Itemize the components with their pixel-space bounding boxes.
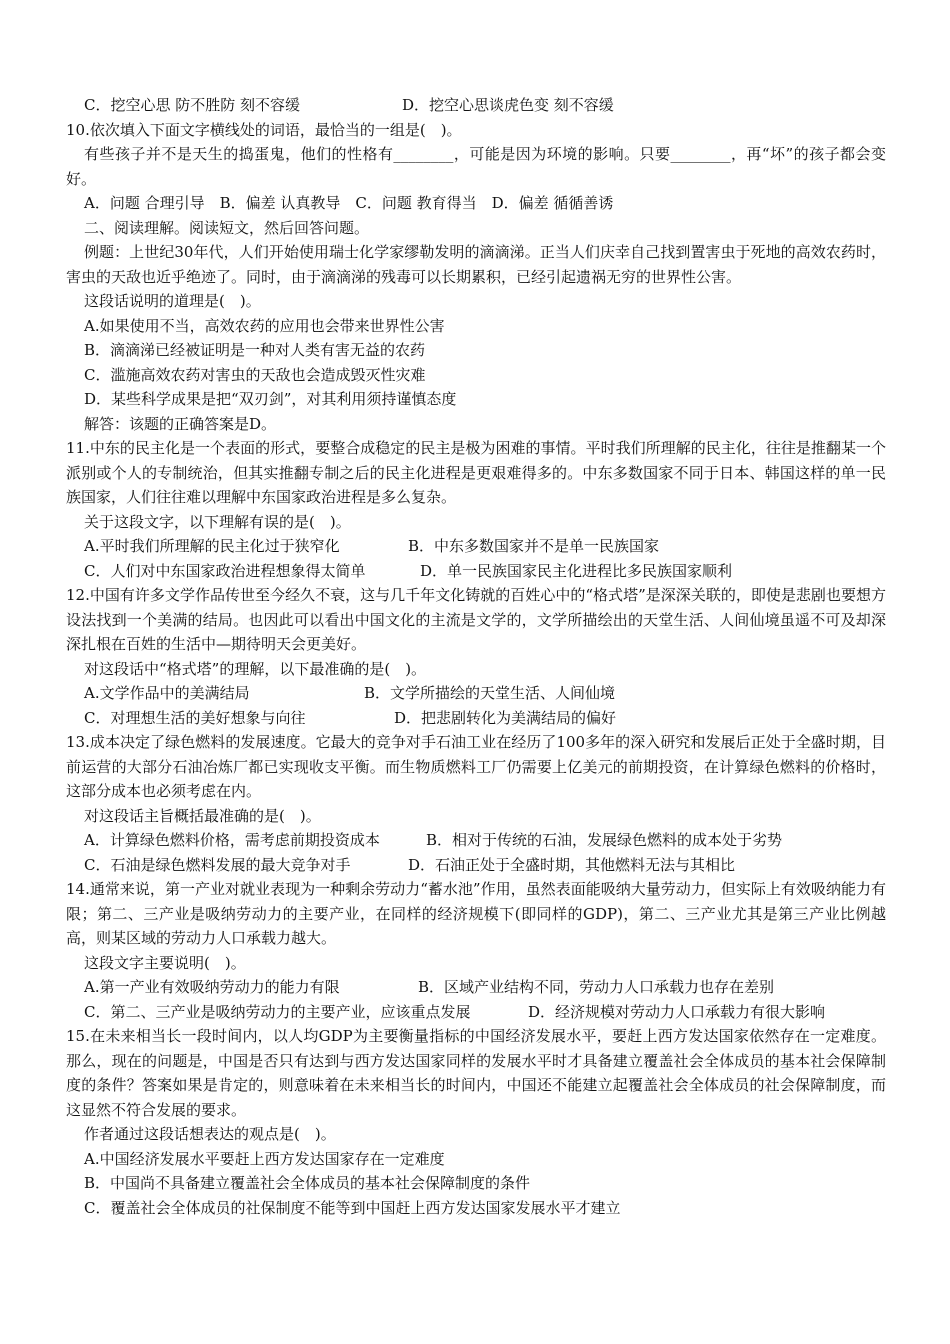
- q14-options-ab: [66, 975, 886, 1000]
- example-option-b: B．滴滴涕已经被证明是一种对人类有害无益的农药: [84, 341, 426, 359]
- q13-option-c: C．石油是绿色燃料发展的最大竞争对手: [84, 855, 351, 874]
- q9-options-cd: [66, 93, 886, 118]
- q11-options-ab: [66, 534, 886, 559]
- q11-option-b: B．中东多数国家并不是单一民族国家: [408, 537, 660, 555]
- document-body: [66, 93, 886, 1220]
- q14-option-c: C．第二、三产业是吸纳劳动力的主要产业，应该重点发展: [84, 1002, 471, 1021]
- q11-question: 关于这段文字，以下理解有误的是( )。: [84, 512, 351, 531]
- q12-option-c: C．对理想生活的美好想象与向往: [84, 708, 306, 727]
- q12-option-a: A.文学作品中的美满结局: [84, 684, 250, 702]
- q13-options-ab: [66, 828, 886, 853]
- q10-passage: 有些孩子并不是天生的捣蛋鬼，他们的性格有________，可能是因为环境的影响。只要________，再“坏”的孩子都会变好。: [66, 145, 886, 188]
- q13-options-cd: [66, 853, 886, 878]
- example-option-c: C．滥施高效农药对害虫的天敌也会造成毁灭性灾难: [84, 365, 426, 384]
- q14-option-d: D．经济规模对劳动力人口承载力有很大影响: [528, 1002, 826, 1021]
- q10-stem: 10.依次填入下面文字横线处的词语，最恰当的一组是( )。: [66, 120, 462, 139]
- example-passage: 例题：上世纪30年代，人们开始使用瑞士化学家缪勒发明的滴滴涕。正当人们庆幸自己找到置害虫于死地的高效农药时，害虫的天敌也近乎绝迹了。同时，由于滴滴涕的残毒可以长期累积，已经引起遗祸无穷的世界性公害。: [66, 243, 886, 286]
- q13-option-a: A．计算绿色燃料价格，需考虑前期投资成本: [84, 831, 380, 849]
- q12-option-b: B．文学所描绘的天堂生活、人间仙境: [364, 684, 616, 702]
- q12-passage: 12.中国有许多文学作品传世至今经久不衰，这与几千年文化铸就的百姓心中的“格式塔”是深深关联的，即使是悲剧也要想方设法找到一个美满的结局。也因此可以看出中国文化的主流是文学的，文学所描绘出的天堂生活、人间仙境虽遥不可及却深深扎根在百姓的生活中—期待明天会更美好。: [66, 586, 886, 653]
- q14-options-cd: [66, 1000, 886, 1025]
- example-answer: 解答：该题的正确答案是D。: [84, 414, 277, 433]
- q15-option-a: A.中国经济发展水平要赶上西方发达国家存在一定难度: [84, 1149, 445, 1168]
- q11-option-c: C．人们对中东国家政治进程想象得太简单: [84, 561, 366, 580]
- q14-question: 这段文字主要说明( )。: [84, 953, 246, 972]
- example-question: 这段话说明的道理是( )。: [84, 292, 261, 310]
- q9-option-c: C．挖空心思 防不胜防 刻不容缓: [84, 96, 301, 114]
- section-2-title: 二、阅读理解。阅读短文，然后回答问题。: [84, 218, 370, 237]
- q13-question: 对这段话主旨概括最准确的是( )。: [84, 806, 321, 825]
- q13-option-d: D．石油正处于全盛时期，其他燃料无法与其相比: [408, 855, 736, 874]
- q14-passage: 14.通常来说，第一产业对就业表现为一种剩余劳动力“蓄水池”作用，虽然表面能吸纳大量劳动力，但实际上有效吸纳能力有限；第二、三产业是吸纳劳动力的主要产业，在同样的经济规模下(即同样的GDP)，第二、三产业尤其是第三产业比例越高，则某区域的劳动力人口承载力越大。: [66, 880, 886, 947]
- q11-passage: 11.中东的民主化是一个表面的形式，要整合成稳定的民主是极为困难的事情。平时我们所理解的民主化，往往是推翻某一个派别或个人的专制统治，但其实推翻专制之后的民主化进程是更艰难得多的。中东多数国家不同于日本、韩国这样的单一民族国家，人们往往难以理解中东国家政治进程是多么复杂。: [66, 439, 886, 506]
- q15-question: 作者通过这段话想表达的观点是( )。: [84, 1125, 336, 1143]
- q13-option-b: B．相对于传统的石油，发展绿色燃料的成本处于劣势: [426, 831, 783, 849]
- q15-option-b: B．中国尚不具备建立覆盖社会全体成员的基本社会保障制度的条件: [84, 1174, 531, 1192]
- example-option-a: A.如果使用不当，高效农药的应用也会带来世界性公害: [84, 316, 445, 335]
- q9-option-d: D．挖空心思谈虎色变 刻不容缓: [402, 96, 614, 114]
- q11-options-cd: [66, 559, 886, 584]
- q10-options: A．问题 合理引导 B．偏差 认真教导 C．问题 教育得当 D．偏差 循循善诱: [84, 194, 614, 212]
- q15-passage: 15.在未来相当长一段时间内，以人均GDP为主要衡量指标的中国经济发展水平，要赶上西方发达国家依然存在一定难度。那么，现在的问题是，中国是否只有达到与西方发达国家同样的发展水平时才具备建立覆盖社会全体成员的基本社会保障制度的条件？答案如果是肯定的，则意味着在未来相当长的时间内，中国还不能建立起覆盖社会全体成员的社会保障制度，而这显然不符合发展的要求。: [66, 1027, 886, 1119]
- q13-passage: 13.成本决定了绿色燃料的发展速度。它最大的竞争对手石油工业在经历了100多年的深入研究和发展后正处于全盛时期，目前运营的大部分石油冶炼厂都已实现收支平衡。而生物质燃料工厂仍需要上亿美元的前期投资，在计算绿色燃料的价格时，这部分成本也必须考虑在内。: [66, 733, 886, 800]
- q12-question: 对这段话中“格式塔”的理解，以下最准确的是( )。: [84, 659, 427, 678]
- example-option-d: D．某些科学成果是把“双刃剑”，对其利用须持谨慎态度: [84, 390, 457, 408]
- q11-option-d: D．单一民族国家民主化进程比多民族国家顺利: [420, 561, 733, 580]
- q14-option-a: A.第一产业有效吸纳劳动力的能力有限: [84, 978, 340, 996]
- q15-option-c: C．覆盖社会全体成员的社保制度不能等到中国赶上西方发达国家发展水平才建立: [84, 1198, 621, 1217]
- q14-option-b: B．区域产业结构不同，劳动力人口承载力也存在差别: [418, 978, 775, 996]
- q12-options-cd: [66, 706, 886, 731]
- q11-option-a: A.平时我们所理解的民主化过于狭窄化: [84, 537, 340, 555]
- q12-option-d: D．把悲剧转化为美满结局的偏好: [394, 708, 617, 727]
- q12-options-ab: [66, 681, 886, 706]
